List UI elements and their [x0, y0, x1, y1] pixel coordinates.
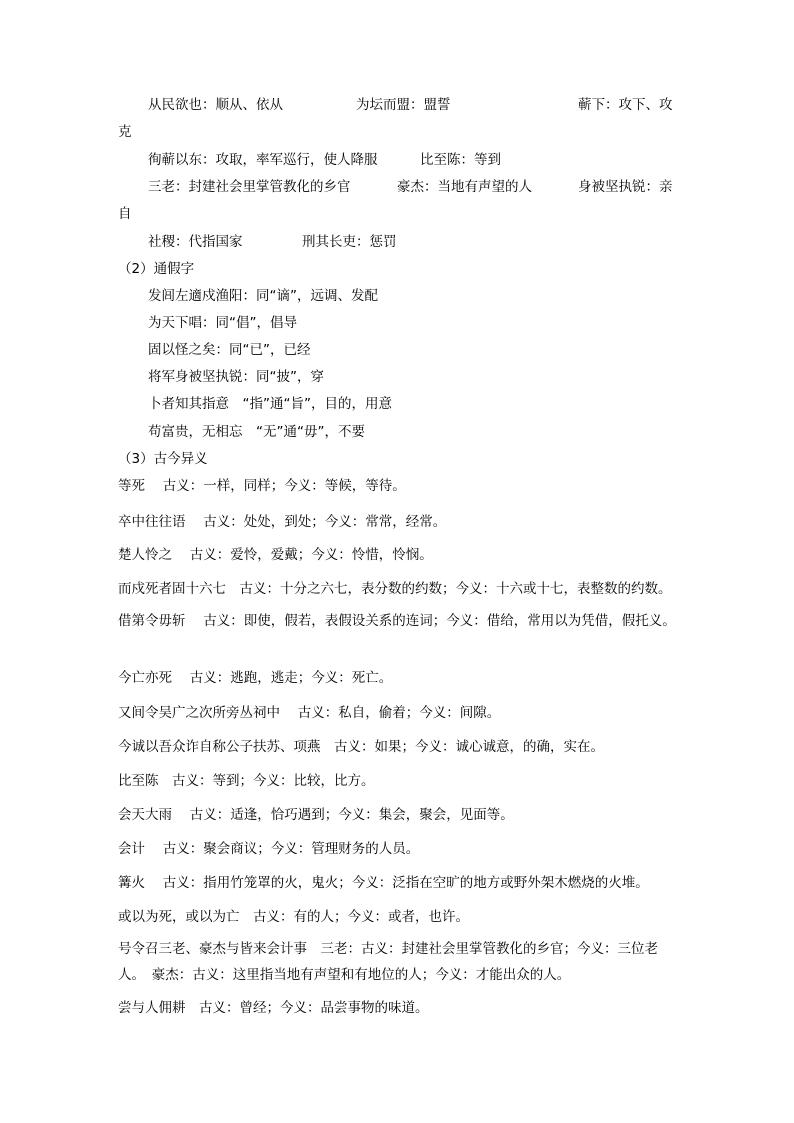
tongjia-item: 苟富贵，无相忘 “无”通“毋”，不要	[148, 424, 365, 440]
vocab-entry: 社稷：代指国家	[148, 234, 243, 250]
vocab-entry: 豪杰：当地有声望的人	[397, 179, 532, 195]
tongjia-item: 卜者知其指意 “指”通“旨”，目的，用意	[148, 396, 392, 412]
tongjia-item: 为天下唱：同“倡”，倡导	[148, 315, 297, 331]
tongjia-item: 发闾左適戍渔阳：同“谪”，远调、发配	[148, 288, 378, 304]
gujin-item: 或以为死，或以为亡 古义：有的人；今义：或者，也许。	[118, 909, 469, 925]
gujin-item: 篝火 古义：指用竹笼罩的火，鬼火；今义：泛指在空旷的地方或野外架木燃烧的火堆。	[118, 875, 649, 891]
vocab-entry-wrap: 自	[118, 206, 132, 222]
gujin-item: 比至陈 古义：等到；今义：比较，比方。	[118, 773, 375, 789]
vocab-entry: 身被坚执锐：亲	[578, 179, 673, 195]
gujin-item: 又间令吴广之次所旁丛祠中 古义：私自，偷着；今义：间隙。	[118, 705, 501, 721]
gujin-item: 会天大雨 古义：适逢，恰巧遇到；今义：集会，聚会，见面等。	[118, 807, 514, 823]
vocab-entry: 为坛而盟：盟誓	[356, 97, 451, 113]
gujin-item: 而戍死者固十六七 古义：十分之六七，表分数的约数；今义：十六或十七，表整数的约数。	[118, 581, 672, 597]
gujin-item: 今亡亦死 古义：逃跑，逃走；今义：死亡。	[118, 670, 393, 686]
gujin-item: 等死 古义：一样，同样；今义：等候，等待。	[118, 478, 406, 494]
vocab-entry: 刑其长吏：惩罚	[302, 234, 397, 250]
gujin-item: 借第令毋斩 古义：即使，假若，表假设关系的连词；今义：借给，常用以为凭借，假托义。	[118, 613, 676, 629]
gujin-item: 今诚以吾众诈自称公子扶苏、项燕 古义：如果；今义：诚心诚意，的确，实在。	[118, 739, 604, 755]
gujin-item: 卒中往往语 古义：处处，到处；今义：常常，经常。	[118, 514, 447, 530]
tongjia-item: 固以怪之矣：同“已”，已经	[148, 342, 311, 358]
section-heading-gujin: （3）古今异义	[118, 451, 208, 467]
gujin-item: 尝与人佣耕 古义：曾经；今义：品尝事物的味道。	[118, 1000, 429, 1016]
gujin-item: 楚人怜之 古义：爱怜，爱戴；今义：怜惜，怜悯。	[118, 547, 433, 563]
gujin-item: 会计 古义：聚会商议；今义：管理财务的人员。	[118, 841, 420, 857]
gujin-item: 号令召三老、豪杰与皆来会计事 三老：古义：封建社会里掌管教化的乡官；今义：三位老人。 豪杰：古义：这里指当地有声望和有地位的人；今义：才能出众的人。	[118, 941, 658, 983]
vocab-entry: 蕲下：攻下、攻	[578, 97, 673, 113]
vocab-entry-wrap: 克	[118, 124, 132, 140]
vocab-entry: 徇蕲以东：攻取，率军巡行，使人降服	[148, 152, 378, 168]
tongjia-item: 将军身被坚执锐：同“披”，穿	[148, 369, 324, 385]
vocab-entry: 三老：封建社会里掌管教化的乡官	[148, 179, 351, 195]
section-heading-tongjia: （2）通假字	[118, 261, 195, 277]
vocab-entry: 比至陈：等到	[420, 152, 501, 168]
vocab-entry: 从民欲也：顺从、依从	[148, 97, 283, 113]
